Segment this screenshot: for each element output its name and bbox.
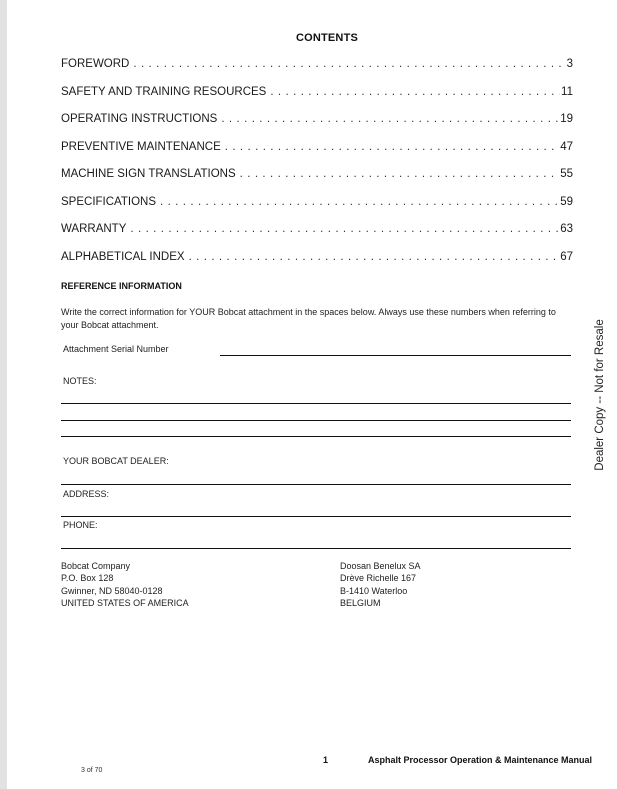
toc-entry-warranty[interactable]	[61, 223, 573, 251]
toc-entry-label: ALPHABETICAL INDEX	[61, 250, 185, 263]
toc-leader-dots	[130, 223, 559, 235]
notes-label: NOTES:	[63, 376, 97, 386]
notes-line[interactable]	[61, 420, 571, 421]
notes-line[interactable]	[61, 436, 571, 437]
toc-entry-foreword[interactable]	[61, 58, 573, 86]
toc-entry-maintenance[interactable]	[61, 141, 573, 169]
dealer-label: YOUR BOBCAT DEALER:	[63, 456, 169, 466]
phone-field[interactable]	[61, 548, 571, 549]
toc-leader-dots	[270, 86, 560, 98]
toc-leader-dots	[133, 58, 565, 70]
toc-leader-dots	[225, 141, 559, 153]
document-page	[7, 0, 617, 789]
address-line: P.O. Box 128	[61, 573, 114, 584]
serial-number-field[interactable]	[220, 355, 571, 356]
reference-heading: REFERENCE INFORMATION	[61, 281, 182, 291]
toc-entry-label: PREVENTIVE MAINTENANCE	[61, 140, 221, 153]
page-count-indicator: 3 of 70	[81, 767, 103, 774]
dealer-field[interactable]	[61, 484, 571, 485]
toc-entry-label: FOREWORD	[61, 58, 130, 70]
toc-entry-page: 11	[561, 85, 573, 98]
address-field[interactable]	[61, 516, 571, 517]
toc-entry-page: 19	[560, 113, 573, 125]
address-line: B-1410 Waterloo	[340, 585, 408, 596]
address-line: Gwinner, ND 58040-0128	[61, 585, 163, 596]
phone-label: PHONE:	[63, 520, 98, 530]
serial-number-label: Attachment Serial Number	[63, 344, 169, 354]
footer-manual-title: Asphalt Processor Operation & Maintenance Manual	[368, 755, 593, 765]
toc-entry-page: 67	[560, 250, 573, 263]
toc-entry-specifications[interactable]	[61, 196, 573, 224]
toc-entry-safety[interactable]	[61, 86, 573, 114]
page-title: CONTENTS	[295, 32, 359, 44]
footer-page-number: 1	[323, 755, 329, 765]
address-line: Doosan Benelux SA	[340, 561, 421, 571]
toc-leader-dots	[189, 251, 560, 263]
table-of-contents	[61, 58, 573, 278]
toc-entry-sign-translations[interactable]	[61, 168, 573, 196]
address-line: UNITED STATES OF AMERICA	[61, 598, 189, 609]
toc-entry-page: 3	[566, 58, 573, 70]
address-line: Bobcat Company	[61, 561, 131, 571]
toc-entry-index[interactable]	[61, 251, 573, 279]
reference-instructions: Write the correct information for YOUR Bobcat attachment in the spaces below. Always use these numbers when referring to your Bobcat attachment.	[61, 307, 556, 330]
address-line: BELGIUM	[340, 598, 381, 609]
toc-entry-page: 59	[560, 195, 573, 208]
toc-entry-label: OPERATING INSTRUCTIONS	[61, 113, 218, 125]
toc-entry-page: 63	[560, 223, 573, 235]
toc-entry-label: SPECIFICATIONS	[61, 195, 156, 208]
viewer-left-margin	[0, 0, 7, 789]
address-label: ADDRESS:	[63, 489, 110, 499]
address-line: Drève Richelle 167	[340, 573, 417, 584]
toc-entry-operating[interactable]	[61, 113, 573, 141]
address-doosan-benelux	[340, 560, 421, 610]
notes-line[interactable]	[61, 403, 571, 404]
toc-leader-dots	[221, 113, 559, 125]
dealer-copy-watermark: Dealer Copy -- Not for Resale	[594, 319, 606, 471]
toc-entry-label: MACHINE SIGN TRANSLATIONS	[61, 168, 236, 180]
toc-leader-dots	[240, 168, 560, 180]
toc-entry-page: 55	[560, 168, 573, 180]
toc-entry-label: SAFETY AND TRAINING RESOURCES	[61, 85, 267, 98]
toc-entry-page: 47	[560, 140, 573, 153]
toc-entry-label: WARRANTY	[61, 223, 127, 235]
address-bobcat-company	[61, 560, 189, 610]
toc-leader-dots	[160, 196, 559, 208]
